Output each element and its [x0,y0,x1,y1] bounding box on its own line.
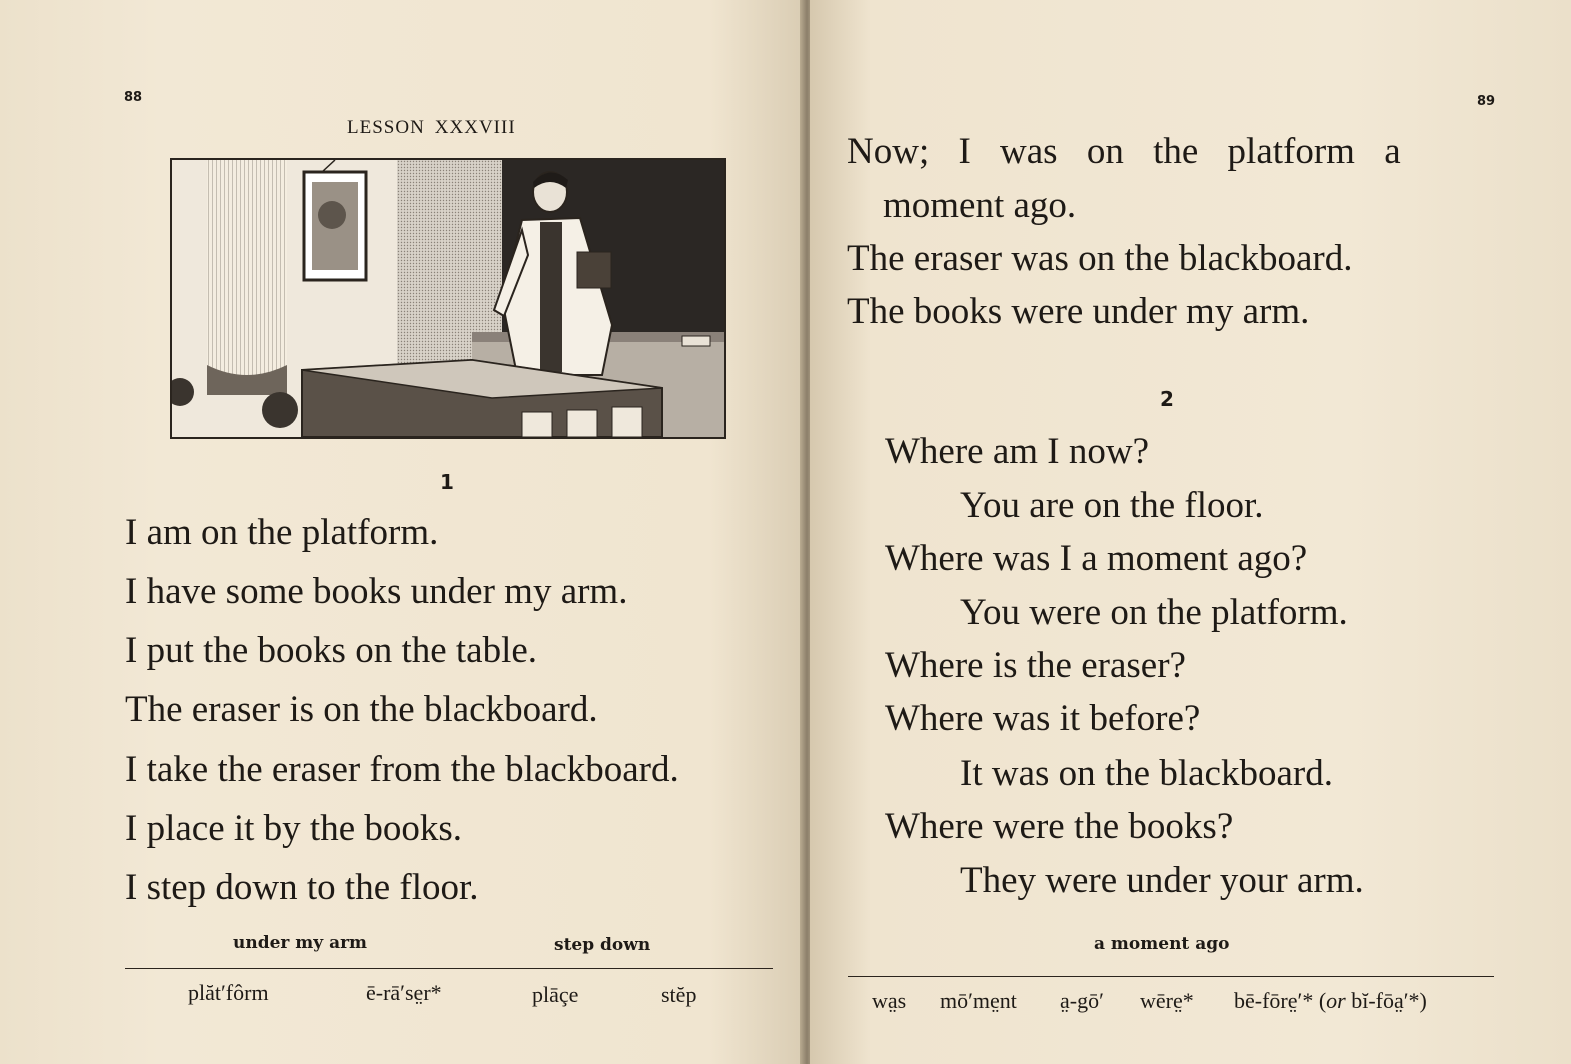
pronunciation-word: a̤-gō′ [1060,988,1104,1013]
pronunciation-word: ē-rā′se̤r* [366,980,442,1005]
teacher-at-blackboard-picture [172,160,724,437]
text-line: The eraser is on the blackboard. [125,689,598,730]
classroom-illustration [170,158,726,439]
text-line: I am on the platform. [125,512,439,553]
lesson-numeral: XXXVIII [434,117,516,138]
question-line: Where was it before? [885,698,1201,739]
question-line: Where am I now? [885,431,1150,472]
divider-rule [848,976,1494,977]
pronunciation-word: wa̤s [872,988,907,1013]
text-line: The books were under my arm. [847,291,1310,332]
answer-line: They were under your arm. [960,860,1364,901]
text-line: I have some books under my arm. [125,571,628,612]
pronunciation-word: mō′me̤nt [940,988,1017,1013]
pronunciation-word: wēre̤* [1140,988,1194,1013]
text-line: moment ago. [883,185,1077,226]
page-number-right: 89 [1477,94,1496,109]
lesson-heading [347,117,516,139]
question-line: Where is the eraser? [885,645,1186,686]
section-number-2: 2 [1160,387,1174,411]
pronunciation-word: stĕp [661,982,697,1007]
text-line: The eraser was on the blackboard. [847,238,1353,279]
pronunciation-alt: bĭ-fōa̤′*) [1351,988,1427,1013]
pronunciation-word: plăt′fôrm [188,980,269,1005]
pronunciation-or: or [1326,988,1346,1013]
answer-line: You are on the floor. [960,485,1264,526]
paren-open: ( [1318,988,1327,1013]
divider-rule [125,968,773,969]
text-line: I place it by the books. [125,808,463,849]
page-number-left: 88 [124,90,143,105]
vocab-phrase: step down [554,935,651,955]
text-line: I take the eraser from the blackboard. [125,749,679,790]
vocab-phrase: under my arm [233,933,368,953]
lesson-word: LESSON [347,117,425,138]
right-page [810,0,1571,1064]
answer-line: It was on the blackboard. [960,753,1333,794]
pronunciation-word: plāçe [532,982,579,1007]
text-line: I put the books on the table. [125,630,538,671]
pronunciation-group [1234,988,1427,1014]
text-line: I step down to the floor. [125,867,479,908]
pronunciation-word: bē-fōre̤′* [1234,988,1314,1013]
vocab-phrase: a moment ago [1094,934,1230,954]
section-number-1: 1 [440,470,454,494]
text-line: Now; I was on the platform a [847,131,1401,172]
question-line: Where was I a moment ago? [885,538,1308,579]
question-line: Where were the books? [885,806,1234,847]
answer-line: You were on the platform. [960,592,1348,633]
